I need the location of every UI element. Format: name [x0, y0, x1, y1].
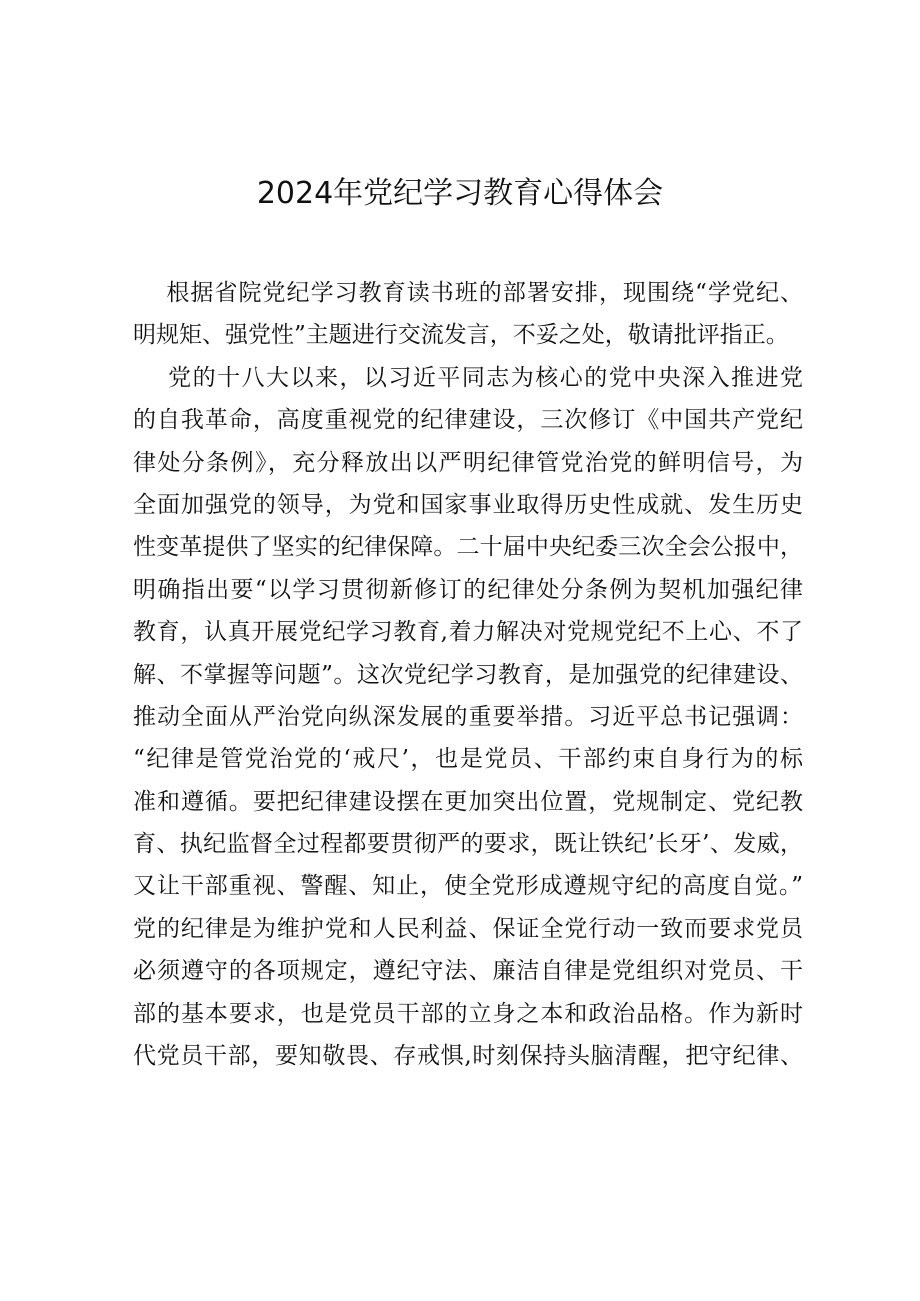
- text-line: 性变革提供了坚实的纪律保障。二十届中央纪委三次全会公报中，: [133, 534, 803, 561]
- text-line: 准和遵循。要把纪律建设摆在更加突出位置，党规制定、党纪教: [133, 788, 803, 815]
- text-line: 律处分条例》，充分释放出以严明纪律管党治党的鲜明信号，为: [133, 449, 803, 476]
- text-line: 代党员干部，要知敬畏、存戒惧,时刻保持头脑清醒，把守纪律、: [133, 1043, 803, 1070]
- text-line: 明规矩、强党性”主题进行交流发言，不妥之处，敬请批评指正。: [133, 322, 789, 349]
- text-line: “纪律是管党治党的‘戒尺’，也是党员、干部约束自身行为的标: [133, 746, 803, 773]
- text-line: 部的基本要求，也是党员干部的立身之本和政治品格。作为新时: [133, 1000, 803, 1027]
- text-line: 根据省院党纪学习教育读书班的部署安排，现围绕“学党纪、: [133, 280, 803, 306]
- text-line: 解、不掌握等问题”。这次党纪学习教育，是加强党的纪律建设、: [133, 661, 803, 688]
- paragraph-2: [133, 357, 803, 1078]
- text-line: 党的纪律是为维护党和人民利益、保证全党行动一致而要求党员: [133, 915, 803, 942]
- text-line: 明确指出要“以学习贯彻新修订的纪律处分条例为契机加强纪律: [133, 576, 803, 603]
- text-line: 的自我革命，高度重视党的纪律建设，三次修订《中国共产党纪: [133, 407, 803, 434]
- text-line: 育、执纪监督全过程都要贯彻严的要求，既让铁纪’长牙’、发威，: [133, 831, 803, 858]
- text-line: 推动全面从严治党向纵深发展的重要举措。习近平总书记强调：: [133, 703, 803, 730]
- text-line: 教育，认真开展党纪学习教育,着力解决对党规党纪不上心、不了: [133, 619, 803, 646]
- text-line: 又让干部重视、警醒、知止，使全党形成遵规守纪的高度自觉。”: [133, 873, 803, 900]
- document-title: 2024年党纪学习教育心得体会: [256, 176, 664, 211]
- paragraph-1: [133, 272, 803, 357]
- text-line: 全面加强党的领导，为党和国家事业取得历史性成就、发生历史: [133, 491, 803, 518]
- document-body: [133, 272, 803, 1077]
- text-line: 必须遵守的各项规定，遵纪守法、廉洁自律是党组织对党员、干: [133, 958, 803, 985]
- text-line: 党的十八大以来，以习近平同志为核心的党中央深入推进党: [133, 364, 803, 391]
